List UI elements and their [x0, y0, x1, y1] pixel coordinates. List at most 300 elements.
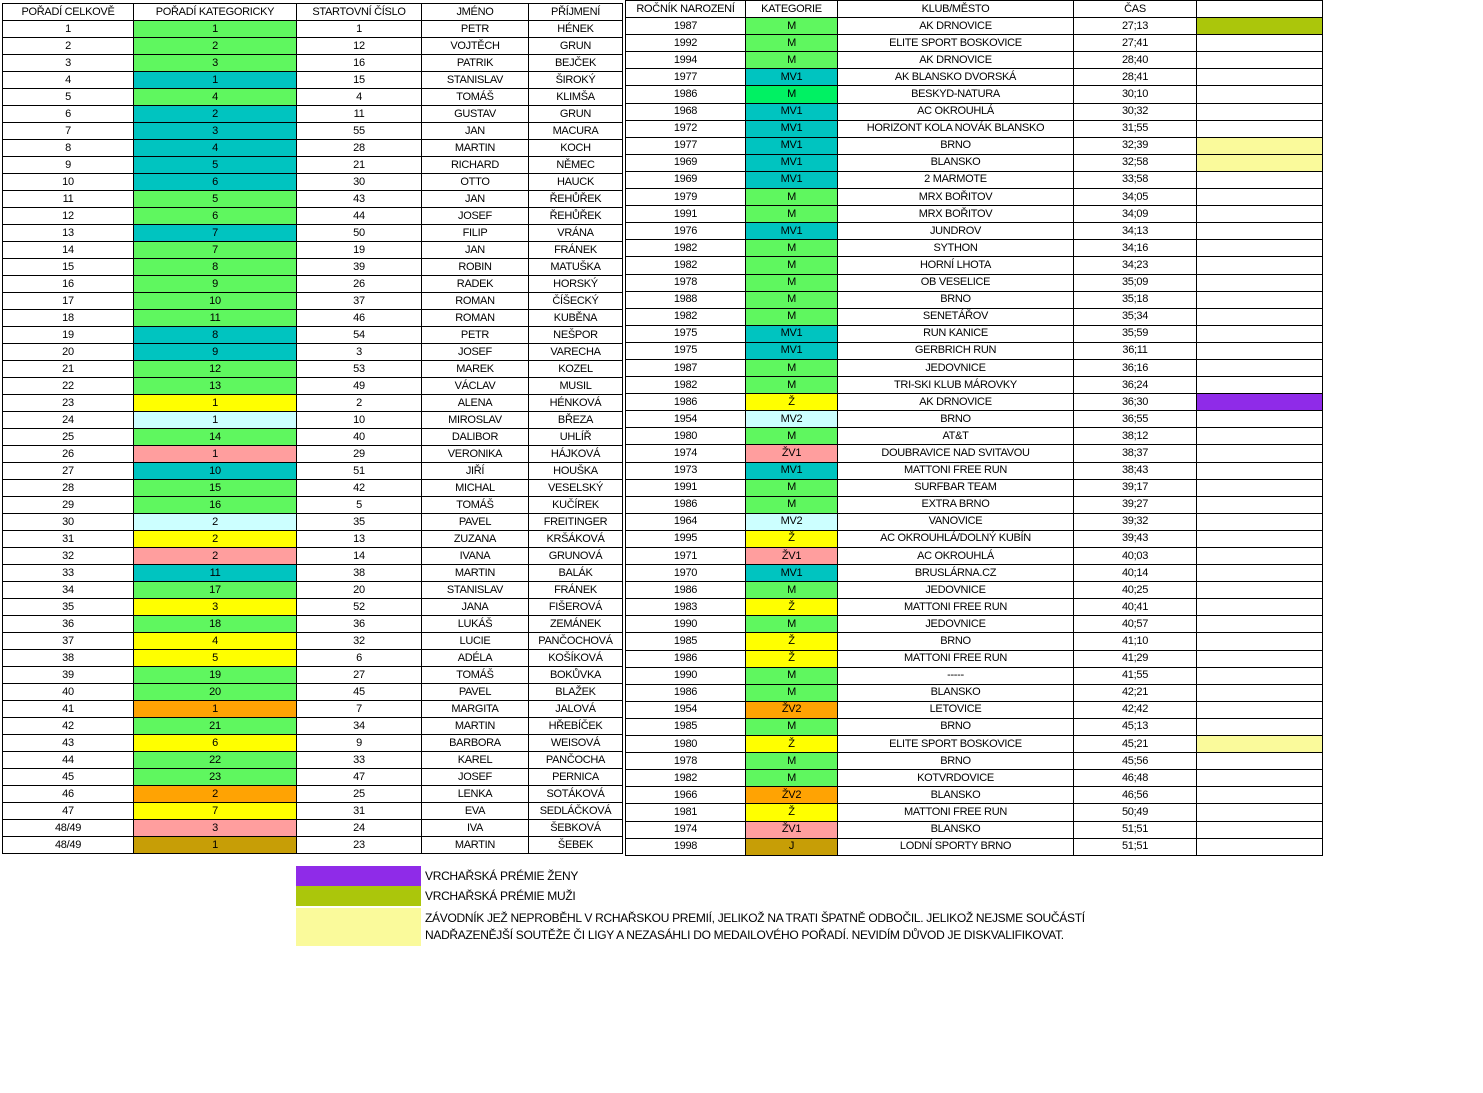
table-row	[3, 174, 623, 191]
cell-overall: 42	[3, 718, 134, 735]
cell-start-number: 38	[297, 565, 422, 582]
legend-item-premie-zeny	[296, 866, 1085, 886]
cell-first-name: VÁCLAV	[422, 378, 529, 395]
table-row	[626, 804, 1323, 821]
cell-start-number: 27	[297, 667, 422, 684]
cell-start-number: 14	[297, 548, 422, 565]
table-row	[3, 735, 623, 752]
table-row	[626, 565, 1323, 582]
cell-birth-year: 1976	[626, 223, 746, 240]
table-row	[3, 72, 623, 89]
cell-category: ŽV2	[746, 787, 838, 804]
cell-category-rank: 3	[134, 820, 297, 837]
cell-first-name: TOMÁŠ	[422, 497, 529, 514]
cell-birth-year: 1971	[626, 548, 746, 565]
highlight-marker	[1197, 821, 1323, 838]
cell-start-number: 30	[297, 174, 422, 191]
cell-category: Ž	[746, 530, 838, 547]
cell-category-rank: 10	[134, 463, 297, 480]
cell-club: -----	[838, 667, 1074, 684]
results-table-right	[625, 0, 1323, 856]
cell-birth-year: 1982	[626, 257, 746, 274]
cell-last-name: VESELSKÝ	[529, 480, 623, 497]
cell-time: 39;43	[1074, 530, 1197, 547]
cell-club: HORNÍ LHOTA	[838, 257, 1074, 274]
table-row	[3, 259, 623, 276]
cell-club: HORIZONT KOLA NOVÁK BLANSKO	[838, 120, 1074, 137]
cell-category-rank: 6	[134, 208, 297, 225]
cell-club: DOUBRAVICE NAD SVITAVOU	[838, 445, 1074, 462]
cell-overall: 44	[3, 752, 134, 769]
cell-time: 30;10	[1074, 86, 1197, 103]
cell-start-number: 46	[297, 310, 422, 327]
cell-last-name: MUSIL	[529, 378, 623, 395]
cell-last-name: KLIMŠA	[529, 89, 623, 106]
table-row	[626, 770, 1323, 787]
cell-overall: 19	[3, 327, 134, 344]
cell-club: BESKYD-NATURA	[838, 86, 1074, 103]
table-row	[3, 786, 623, 803]
cell-last-name: MACURA	[529, 123, 623, 140]
cell-first-name: MARTIN	[422, 565, 529, 582]
cell-category-rank: 2	[134, 514, 297, 531]
cell-category: M	[746, 496, 838, 513]
cell-start-number: 6	[297, 650, 422, 667]
table-row	[3, 684, 623, 701]
cell-club: AC OKROUHLÁ/DOLNÝ KUBÍN	[838, 530, 1074, 547]
cell-time: 35;18	[1074, 291, 1197, 308]
cell-overall: 21	[3, 361, 134, 378]
cell-first-name: MARTIN	[422, 837, 529, 854]
cell-first-name: STANISLAV	[422, 72, 529, 89]
highlight-marker	[1197, 530, 1323, 547]
cell-first-name: BARBORA	[422, 735, 529, 752]
highlight-marker	[1197, 548, 1323, 565]
cell-club: EXTRA BRNO	[838, 496, 1074, 513]
highlight-marker	[1197, 325, 1323, 342]
cell-first-name: ADÉLA	[422, 650, 529, 667]
cell-start-number: 26	[297, 276, 422, 293]
cell-category-rank: 10	[134, 293, 297, 310]
table-row	[626, 616, 1323, 633]
cell-last-name: UHLÍŘ	[529, 429, 623, 446]
cell-overall: 14	[3, 242, 134, 259]
highlight-marker	[1197, 257, 1323, 274]
cell-category: M	[746, 257, 838, 274]
table-row	[3, 769, 623, 786]
cell-first-name: PAVEL	[422, 514, 529, 531]
cell-start-number: 33	[297, 752, 422, 769]
table-row	[3, 497, 623, 514]
legend-label-premie-zeny: VRCHAŘSKÁ PRÉMIE ŽENY	[425, 869, 579, 883]
table-row	[626, 52, 1323, 69]
cell-overall: 47	[3, 803, 134, 820]
legend-note	[425, 908, 1085, 946]
highlight-marker	[1197, 445, 1323, 462]
cell-category-rank: 4	[134, 89, 297, 106]
cell-overall: 24	[3, 412, 134, 429]
cell-birth-year: 1978	[626, 753, 746, 770]
cell-start-number: 12	[297, 38, 422, 55]
cell-overall: 13	[3, 225, 134, 242]
cell-club: GERBRICH RUN	[838, 342, 1074, 359]
cell-category-rank: 1	[134, 72, 297, 89]
cell-start-number: 11	[297, 106, 422, 123]
cell-overall: 38	[3, 650, 134, 667]
cell-time: 45;56	[1074, 753, 1197, 770]
cell-category-rank: 3	[134, 599, 297, 616]
cell-club: BLANSKO	[838, 684, 1074, 701]
cell-category: Ž	[746, 394, 838, 411]
highlight-marker	[1197, 308, 1323, 325]
table-row	[3, 514, 623, 531]
table-row	[3, 803, 623, 820]
highlight-marker	[1197, 633, 1323, 650]
cell-category-rank: 1	[134, 446, 297, 463]
table-row	[3, 548, 623, 565]
cell-club: BRNO	[838, 633, 1074, 650]
cell-last-name: BLAŽEK	[529, 684, 623, 701]
cell-birth-year: 1991	[626, 206, 746, 223]
cell-overall: 43	[3, 735, 134, 752]
cell-last-name: ZEMÁNEK	[529, 616, 623, 633]
cell-overall: 5	[3, 89, 134, 106]
cell-first-name: JIŘÍ	[422, 463, 529, 480]
cell-last-name: BEJČEK	[529, 55, 623, 72]
cell-overall: 17	[3, 293, 134, 310]
cell-time: 40;14	[1074, 565, 1197, 582]
cell-birth-year: 1986	[626, 86, 746, 103]
legend-swatch-neprobehl	[296, 908, 421, 946]
cell-club: AT&T	[838, 428, 1074, 445]
cell-category-rank: 16	[134, 497, 297, 514]
highlight-marker	[1197, 513, 1323, 530]
table-row	[626, 736, 1323, 753]
cell-category: M	[746, 582, 838, 599]
table-row	[626, 838, 1323, 855]
cell-first-name: JAN	[422, 123, 529, 140]
cell-birth-year: 1979	[626, 189, 746, 206]
table-row	[3, 361, 623, 378]
cell-first-name: RADEK	[422, 276, 529, 293]
table-row	[626, 120, 1323, 137]
highlight-marker	[1197, 616, 1323, 633]
table-row	[3, 599, 623, 616]
cell-category-rank: 9	[134, 276, 297, 293]
cell-start-number: 36	[297, 616, 422, 633]
table-row	[3, 225, 623, 242]
legend-note-line2: NADŘAZENĚJŠÍ SOUTĚŽE ČI LIGY A NEZASÁHLI DO MEDAILOVÉHO POŘADÍ. NEVIDÍM DŮVOD JE DISKVALIFIKOVAT.	[425, 928, 1064, 942]
cell-category-rank: 3	[134, 55, 297, 72]
cell-first-name: MARTIN	[422, 140, 529, 157]
cell-start-number: 7	[297, 701, 422, 718]
cell-category-rank: 21	[134, 718, 297, 735]
cell-birth-year: 1978	[626, 274, 746, 291]
cell-first-name: OTTO	[422, 174, 529, 191]
cell-time: 41;10	[1074, 633, 1197, 650]
cell-birth-year: 1974	[626, 445, 746, 462]
cell-birth-year: 1975	[626, 325, 746, 342]
table-row	[626, 462, 1323, 479]
cell-first-name: LENKA	[422, 786, 529, 803]
cell-club: BRNO	[838, 291, 1074, 308]
cell-time: 36;11	[1074, 342, 1197, 359]
highlight-marker	[1197, 18, 1323, 35]
cell-time: 40;03	[1074, 548, 1197, 565]
highlight-marker	[1197, 291, 1323, 308]
highlight-marker	[1197, 171, 1323, 188]
cell-last-name: JALOVÁ	[529, 701, 623, 718]
cell-club: AK DRNOVICE	[838, 18, 1074, 35]
table-row	[626, 171, 1323, 188]
cell-category-rank: 2	[134, 38, 297, 55]
cell-time: 46;56	[1074, 787, 1197, 804]
cell-overall: 11	[3, 191, 134, 208]
cell-birth-year: 1982	[626, 240, 746, 257]
cell-start-number: 31	[297, 803, 422, 820]
cell-time: 28;41	[1074, 69, 1197, 86]
cell-birth-year: 1987	[626, 359, 746, 376]
cell-time: 51;51	[1074, 838, 1197, 855]
cell-category-rank: 3	[134, 123, 297, 140]
cell-club: LODNÍ SPORTY BRNO	[838, 838, 1074, 855]
cell-start-number: 45	[297, 684, 422, 701]
cell-overall: 1	[3, 21, 134, 38]
cell-last-name: HÁJKOVÁ	[529, 446, 623, 463]
cell-club: BLANSKO	[838, 821, 1074, 838]
cell-time: 32;58	[1074, 154, 1197, 171]
cell-birth-year: 1990	[626, 616, 746, 633]
cell-start-number: 23	[297, 837, 422, 854]
highlight-marker	[1197, 223, 1323, 240]
cell-start-number: 35	[297, 514, 422, 531]
table-row	[626, 633, 1323, 650]
cell-time: 42;42	[1074, 701, 1197, 718]
cell-start-number: 16	[297, 55, 422, 72]
cell-first-name: MAREK	[422, 361, 529, 378]
cell-time: 38;12	[1074, 428, 1197, 445]
cell-first-name: JOSEF	[422, 769, 529, 786]
cell-club: MATTONI FREE RUN	[838, 804, 1074, 821]
column-header: KLUB/MĚSTO	[838, 1, 1074, 18]
cell-first-name: TOMÁŠ	[422, 89, 529, 106]
cell-last-name: HŘEBÍČEK	[529, 718, 623, 735]
cell-category: M	[746, 86, 838, 103]
cell-first-name: JAN	[422, 191, 529, 208]
cell-start-number: 25	[297, 786, 422, 803]
table-row	[626, 479, 1323, 496]
cell-birth-year: 1985	[626, 718, 746, 735]
cell-birth-year: 1975	[626, 342, 746, 359]
table-row	[626, 206, 1323, 223]
table-row	[3, 429, 623, 446]
cell-category-rank: 15	[134, 480, 297, 497]
table-row	[3, 820, 623, 837]
table-row	[626, 582, 1323, 599]
table-row	[3, 208, 623, 225]
cell-start-number: 40	[297, 429, 422, 446]
cell-birth-year: 1954	[626, 701, 746, 718]
cell-time: 32;39	[1074, 137, 1197, 154]
cell-time: 41;55	[1074, 667, 1197, 684]
cell-start-number: 50	[297, 225, 422, 242]
cell-start-number: 28	[297, 140, 422, 157]
cell-first-name: JOSEF	[422, 208, 529, 225]
cell-birth-year: 1964	[626, 513, 746, 530]
header-row-left	[3, 4, 623, 21]
cell-last-name: KOCH	[529, 140, 623, 157]
table-row	[626, 291, 1323, 308]
cell-start-number: 10	[297, 412, 422, 429]
cell-category: J	[746, 838, 838, 855]
table-row	[626, 701, 1323, 718]
highlight-marker	[1197, 701, 1323, 718]
table-row	[3, 463, 623, 480]
cell-start-number: 1	[297, 21, 422, 38]
cell-birth-year: 1974	[626, 821, 746, 838]
cell-time: 50;49	[1074, 804, 1197, 821]
table-row	[3, 106, 623, 123]
cell-time: 35;09	[1074, 274, 1197, 291]
highlight-marker	[1197, 342, 1323, 359]
cell-start-number: 29	[297, 446, 422, 463]
table-row	[3, 21, 623, 38]
cell-first-name: PETR	[422, 327, 529, 344]
cell-start-number: 42	[297, 480, 422, 497]
cell-overall: 48/49	[3, 820, 134, 837]
cell-overall: 9	[3, 157, 134, 174]
cell-club: RUN KANICE	[838, 325, 1074, 342]
cell-category-rank: 11	[134, 310, 297, 327]
table-row	[3, 378, 623, 395]
cell-time: 30;32	[1074, 103, 1197, 120]
cell-birth-year: 1986	[626, 496, 746, 513]
table-row	[3, 242, 623, 259]
cell-time: 46;48	[1074, 770, 1197, 787]
cell-category: M	[746, 52, 838, 69]
cell-first-name: PATRIK	[422, 55, 529, 72]
cell-category: M	[746, 240, 838, 257]
cell-first-name: MARTIN	[422, 718, 529, 735]
cell-start-number: 9	[297, 735, 422, 752]
table-row	[626, 428, 1323, 445]
cell-start-number: 53	[297, 361, 422, 378]
cell-category-rank: 7	[134, 242, 297, 259]
cell-last-name: HOUŠKA	[529, 463, 623, 480]
cell-overall: 28	[3, 480, 134, 497]
highlight-marker	[1197, 736, 1323, 753]
cell-start-number: 21	[297, 157, 422, 174]
cell-category: MV1	[746, 137, 838, 154]
cell-club: MATTONI FREE RUN	[838, 599, 1074, 616]
table-row	[626, 18, 1323, 35]
column-header: KATEGORIE	[746, 1, 838, 18]
cell-club: BRNO	[838, 137, 1074, 154]
cell-time: 40;25	[1074, 582, 1197, 599]
table-row	[3, 616, 623, 633]
legend-swatch-premie-zeny	[296, 866, 421, 886]
cell-birth-year: 1988	[626, 291, 746, 308]
highlight-marker	[1197, 394, 1323, 411]
cell-last-name: NĚMEC	[529, 157, 623, 174]
cell-category-rank: 1	[134, 701, 297, 718]
cell-last-name: GRUN	[529, 38, 623, 55]
cell-overall: 18	[3, 310, 134, 327]
cell-overall: 35	[3, 599, 134, 616]
cell-category: ŽV1	[746, 445, 838, 462]
cell-time: 39;27	[1074, 496, 1197, 513]
cell-category-rank: 1	[134, 837, 297, 854]
cell-birth-year: 1980	[626, 736, 746, 753]
cell-start-number: 44	[297, 208, 422, 225]
cell-start-number: 39	[297, 259, 422, 276]
table-row	[626, 718, 1323, 735]
cell-last-name: HÉNEK	[529, 21, 623, 38]
cell-time: 34;16	[1074, 240, 1197, 257]
table-row	[626, 274, 1323, 291]
cell-category-rank: 23	[134, 769, 297, 786]
cell-overall: 32	[3, 548, 134, 565]
cell-birth-year: 1991	[626, 479, 746, 496]
table-row	[3, 531, 623, 548]
table-row	[3, 412, 623, 429]
cell-time: 39;17	[1074, 479, 1197, 496]
cell-category: M	[746, 206, 838, 223]
cell-last-name: ŠIROKÝ	[529, 72, 623, 89]
cell-category: MV1	[746, 223, 838, 240]
cell-overall: 25	[3, 429, 134, 446]
cell-club: BRNO	[838, 718, 1074, 735]
cell-first-name: FILIP	[422, 225, 529, 242]
cell-category-rank: 19	[134, 667, 297, 684]
cell-birth-year: 1986	[626, 684, 746, 701]
table-row	[3, 650, 623, 667]
cell-category: M	[746, 753, 838, 770]
cell-last-name: FRÁNEK	[529, 242, 623, 259]
cell-time: 36;16	[1074, 359, 1197, 376]
cell-overall: 37	[3, 633, 134, 650]
cell-first-name: MICHAL	[422, 480, 529, 497]
cell-start-number: 54	[297, 327, 422, 344]
cell-start-number: 43	[297, 191, 422, 208]
cell-birth-year: 1973	[626, 462, 746, 479]
table-row	[3, 55, 623, 72]
cell-category: ŽV2	[746, 701, 838, 718]
cell-birth-year: 1982	[626, 770, 746, 787]
cell-time: 34;23	[1074, 257, 1197, 274]
cell-first-name: RICHARD	[422, 157, 529, 174]
legend-item-neprobehl	[296, 908, 1085, 946]
cell-overall: 8	[3, 140, 134, 157]
cell-last-name: PANČOCHOVÁ	[529, 633, 623, 650]
column-header: STARTOVNÍ ČÍSLO	[297, 4, 422, 21]
cell-start-number: 4	[297, 89, 422, 106]
cell-last-name: ŘEHŮŘEK	[529, 208, 623, 225]
table-row	[3, 582, 623, 599]
table-row	[3, 667, 623, 684]
cell-overall: 4	[3, 72, 134, 89]
table-row	[3, 718, 623, 735]
cell-time: 45;13	[1074, 718, 1197, 735]
cell-first-name: ROMAN	[422, 293, 529, 310]
cell-first-name: ALENA	[422, 395, 529, 412]
cell-first-name: MIROSLAV	[422, 412, 529, 429]
cell-last-name: SEDLÁČKOVÁ	[529, 803, 623, 820]
cell-category-rank: 8	[134, 327, 297, 344]
cell-overall: 31	[3, 531, 134, 548]
cell-first-name: MARGITA	[422, 701, 529, 718]
cell-birth-year: 1986	[626, 650, 746, 667]
